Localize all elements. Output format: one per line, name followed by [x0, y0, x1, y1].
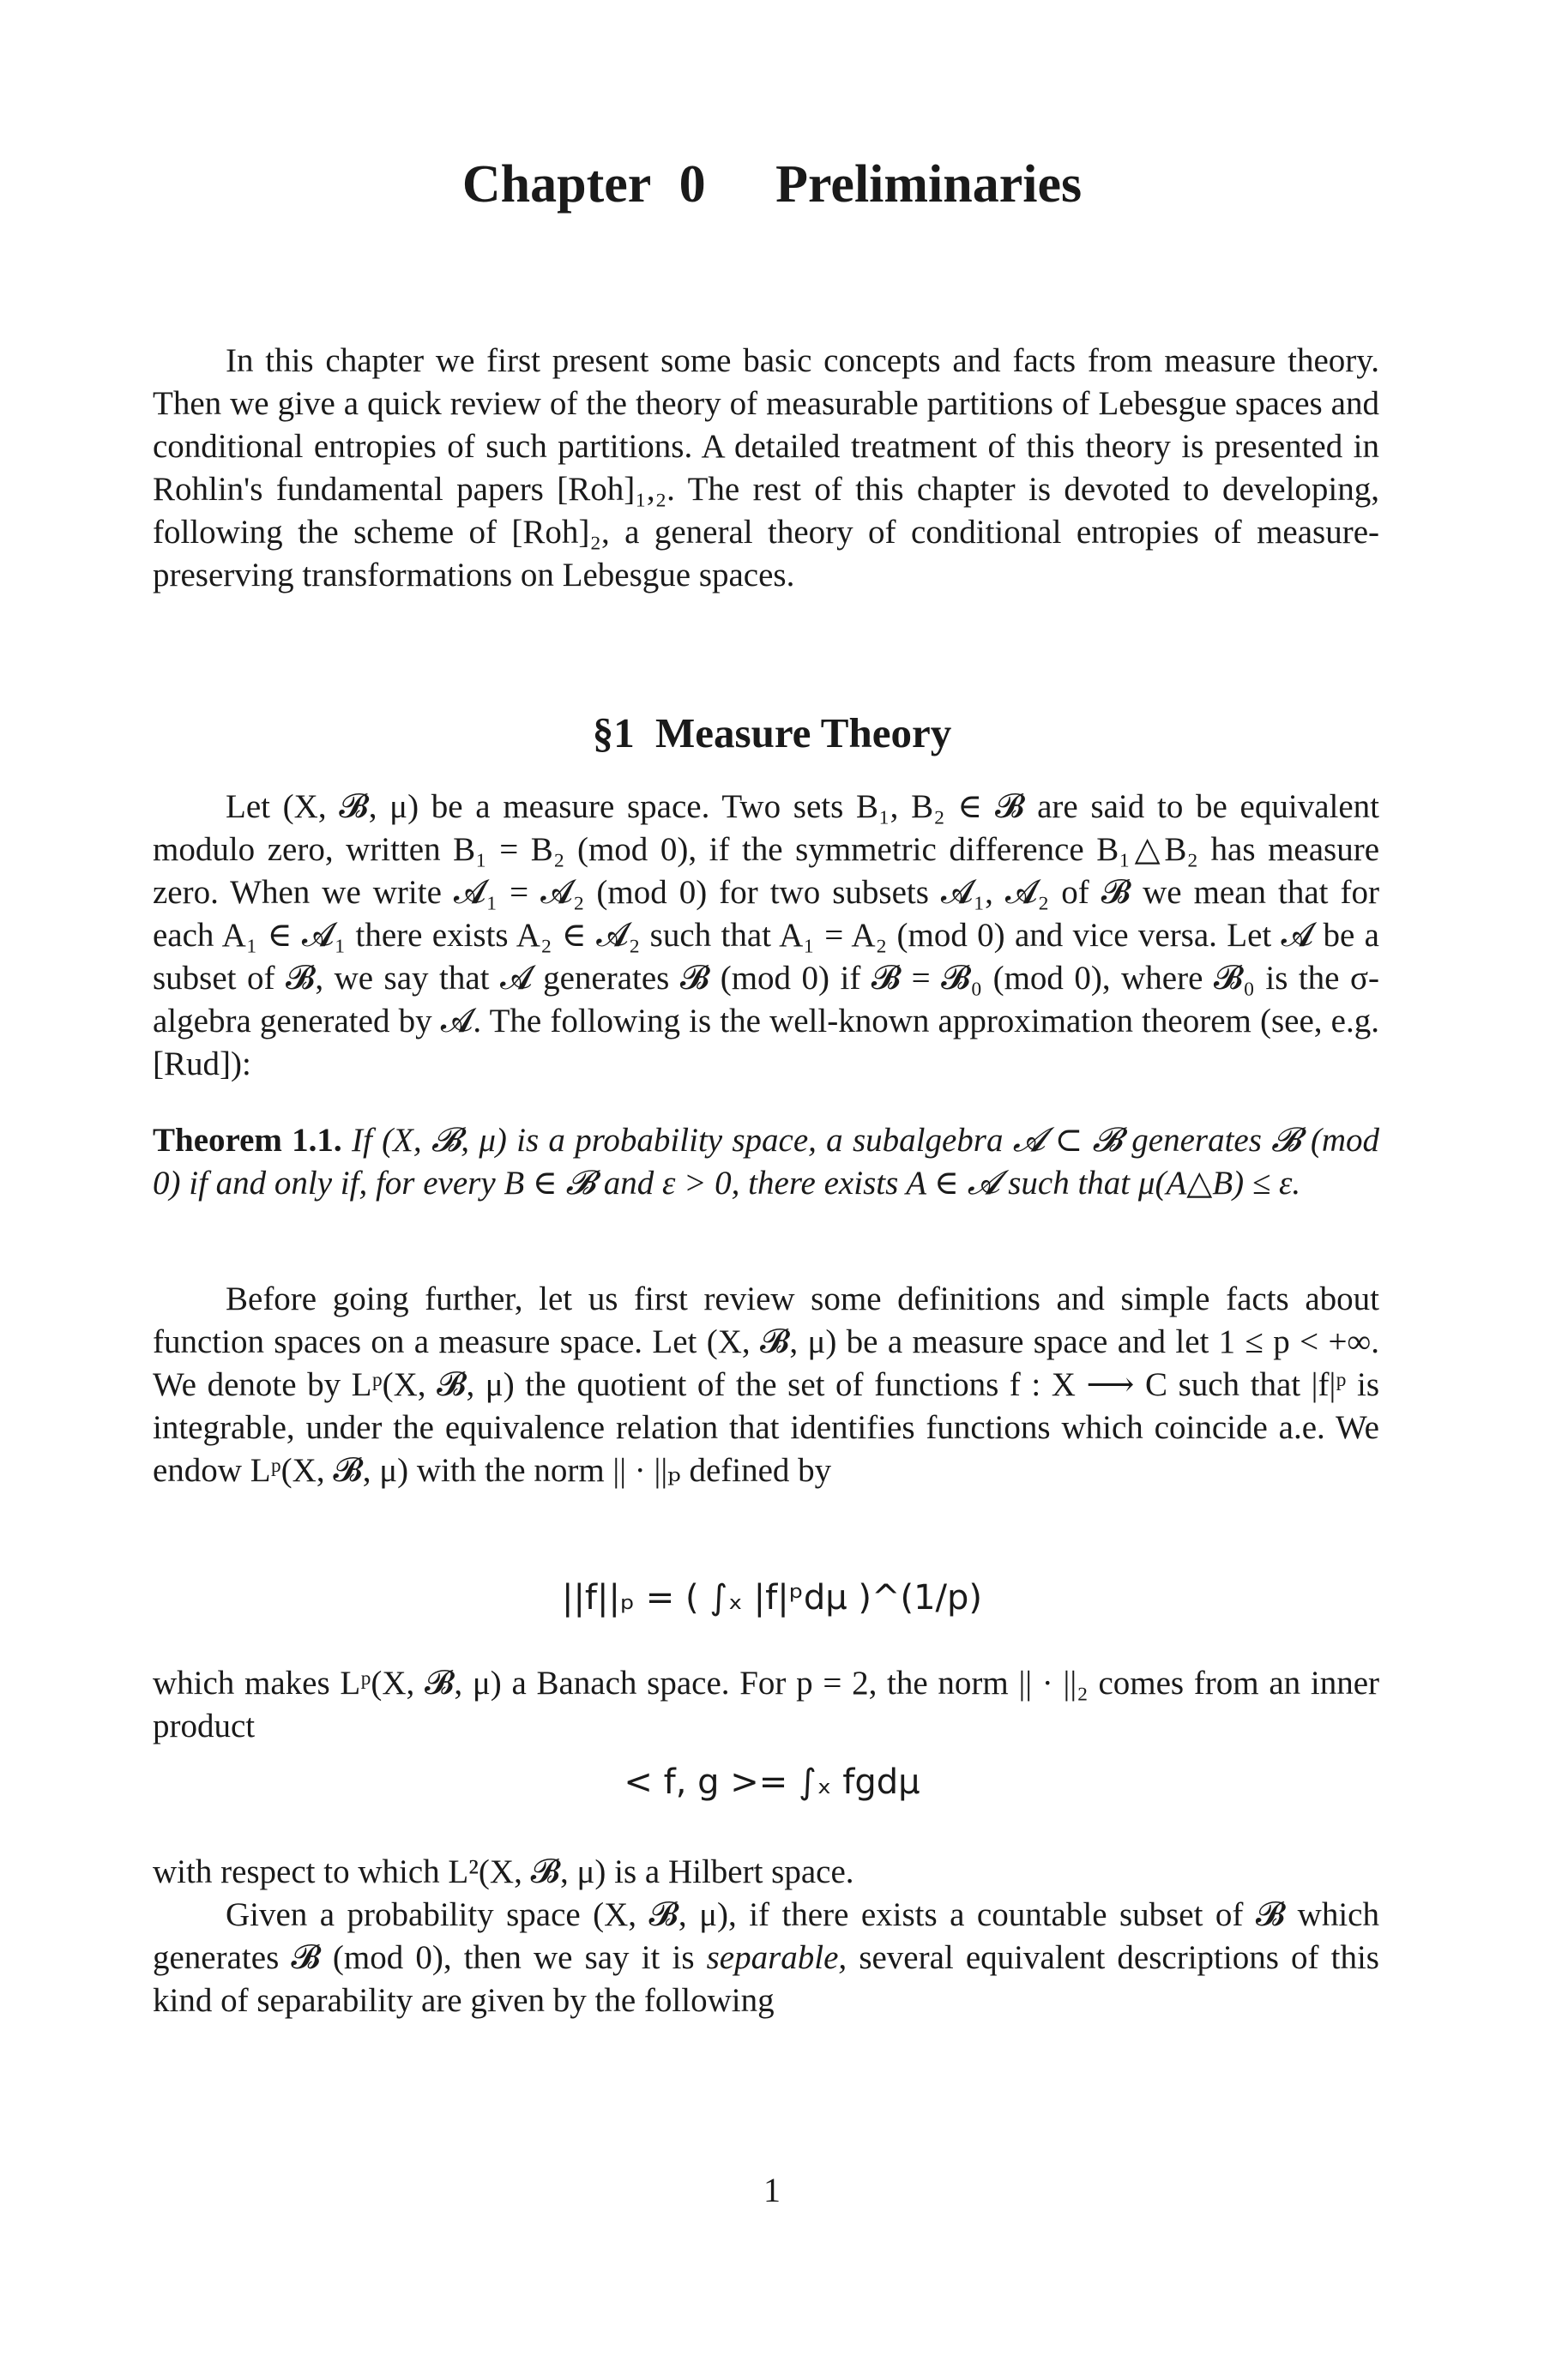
banach-block [153, 1662, 1379, 1748]
separable-text-before: Given a probability space (X, 𝓑, μ), if there exists a countable subset of 𝓑 which generates 𝓑 (mod 0), then we say it is [153, 1896, 1379, 1976]
separable-block [153, 1894, 1379, 2022]
hilbert-paragraph: with respect to which L²(X, 𝓑, μ) is a Hilbert space. [153, 1853, 854, 1890]
norm-equation: ||f||ₚ = ( ∫ₓ |f|ᵖdμ )^(1/p) [561, 1578, 983, 1618]
separable-paragraph [153, 1894, 1379, 2022]
hilbert-block [153, 1851, 1379, 1894]
chapter-title [0, 154, 1544, 215]
equivalence-paragraph: Let (X, 𝓑, μ) be a measure space. Two sets B₁, B₂ ∈ 𝓑 are said to be equivalent modulo zero, written B₁ = B₂ (mod 0), if the symmetric difference B₁△B₂ has measure zero. When we write 𝓐₁ = 𝓐₂ (mod 0) for two subsets 𝓐₁, 𝓐₂ of 𝓑 we mean that for each A₁ ∈ 𝓐₁ there exists A₂ ∈ 𝓐₂ such that A₁ = A₂ (mod 0) and vice versa. Let 𝓐 be a subset of 𝓑, we say that 𝓐 generates 𝓑 (mod 0) if 𝓑 = 𝓑₀ (mod 0), where 𝓑₀ is the σ-algebra generated by 𝓐. The following is the well-known approximation theorem (see, e.g. [Rud]): [153, 788, 1379, 1082]
function-spaces-block [153, 1278, 1379, 1492]
chapter-number: 0 [679, 155, 706, 214]
banach-paragraph: which makes Lᵖ(X, 𝓑, μ) a Banach space. For p = 2, the norm || · ||₂ comes from an inner product [153, 1665, 1379, 1744]
equivalence-block [153, 786, 1379, 1086]
section-heading [0, 708, 1544, 757]
theorem-statement: If (X, 𝓑, μ) is a probability space, a subalgebra 𝓐 ⊂ 𝓑 generates 𝓑 (mod 0) if and only if, for every B ∈ 𝓑 and ε > 0, there exists A ∈ 𝓐 such that μ(A△B) ≤ ε. [153, 1122, 1379, 1202]
section-symbol: §1 [592, 709, 635, 756]
inner-product-equation: < f, g >= ∫ₓ fgdμ [624, 1762, 920, 1802]
chapter-label: Chapter [461, 155, 651, 214]
theorem-block [153, 1119, 1379, 1205]
chapter-name: Preliminaries [775, 155, 1083, 214]
intro-paragraph: In this chapter we first present some basic concepts and facts from measure theory. Then we give a quick review of the theory of measurable partitions of Lebesgue spaces and conditional entropies of such partitions. A detailed treatment of this theory is presented in Rohlin's fundamental papers [Roh]₁,₂. The rest of this chapter is devoted to developing, following the scheme of [Roh]₂, a general theory of conditional entropies of measure-preserving transformations on Lebesgue spaces. [153, 342, 1379, 593]
separable-text-after: several equivalent descriptions of this kind of separability are given by the following [153, 1939, 1379, 2019]
separable-emphasis: separable, [706, 1939, 847, 1976]
function-spaces-paragraph: Before going further, let us first review some definitions and simple facts about function spaces on a measure space. Let (X, 𝓑, μ) be a measure space and let 1 ≤ p < +∞. We denote by Lᵖ(X, 𝓑, μ) the quotient of the set of functions f : X ⟶ C such that |f|ᵖ is integrable, under the equivalence relation that identifies functions which coincide a.e. We endow Lᵖ(X, 𝓑, μ) with the norm || · ||ₚ defined by [153, 1280, 1379, 1489]
page-number: 1 [763, 2171, 781, 2209]
theorem [153, 1119, 1379, 1205]
theorem-label: Theorem 1.1. [153, 1122, 342, 1159]
intro-block [153, 340, 1379, 597]
section-title: Measure Theory [655, 709, 952, 756]
